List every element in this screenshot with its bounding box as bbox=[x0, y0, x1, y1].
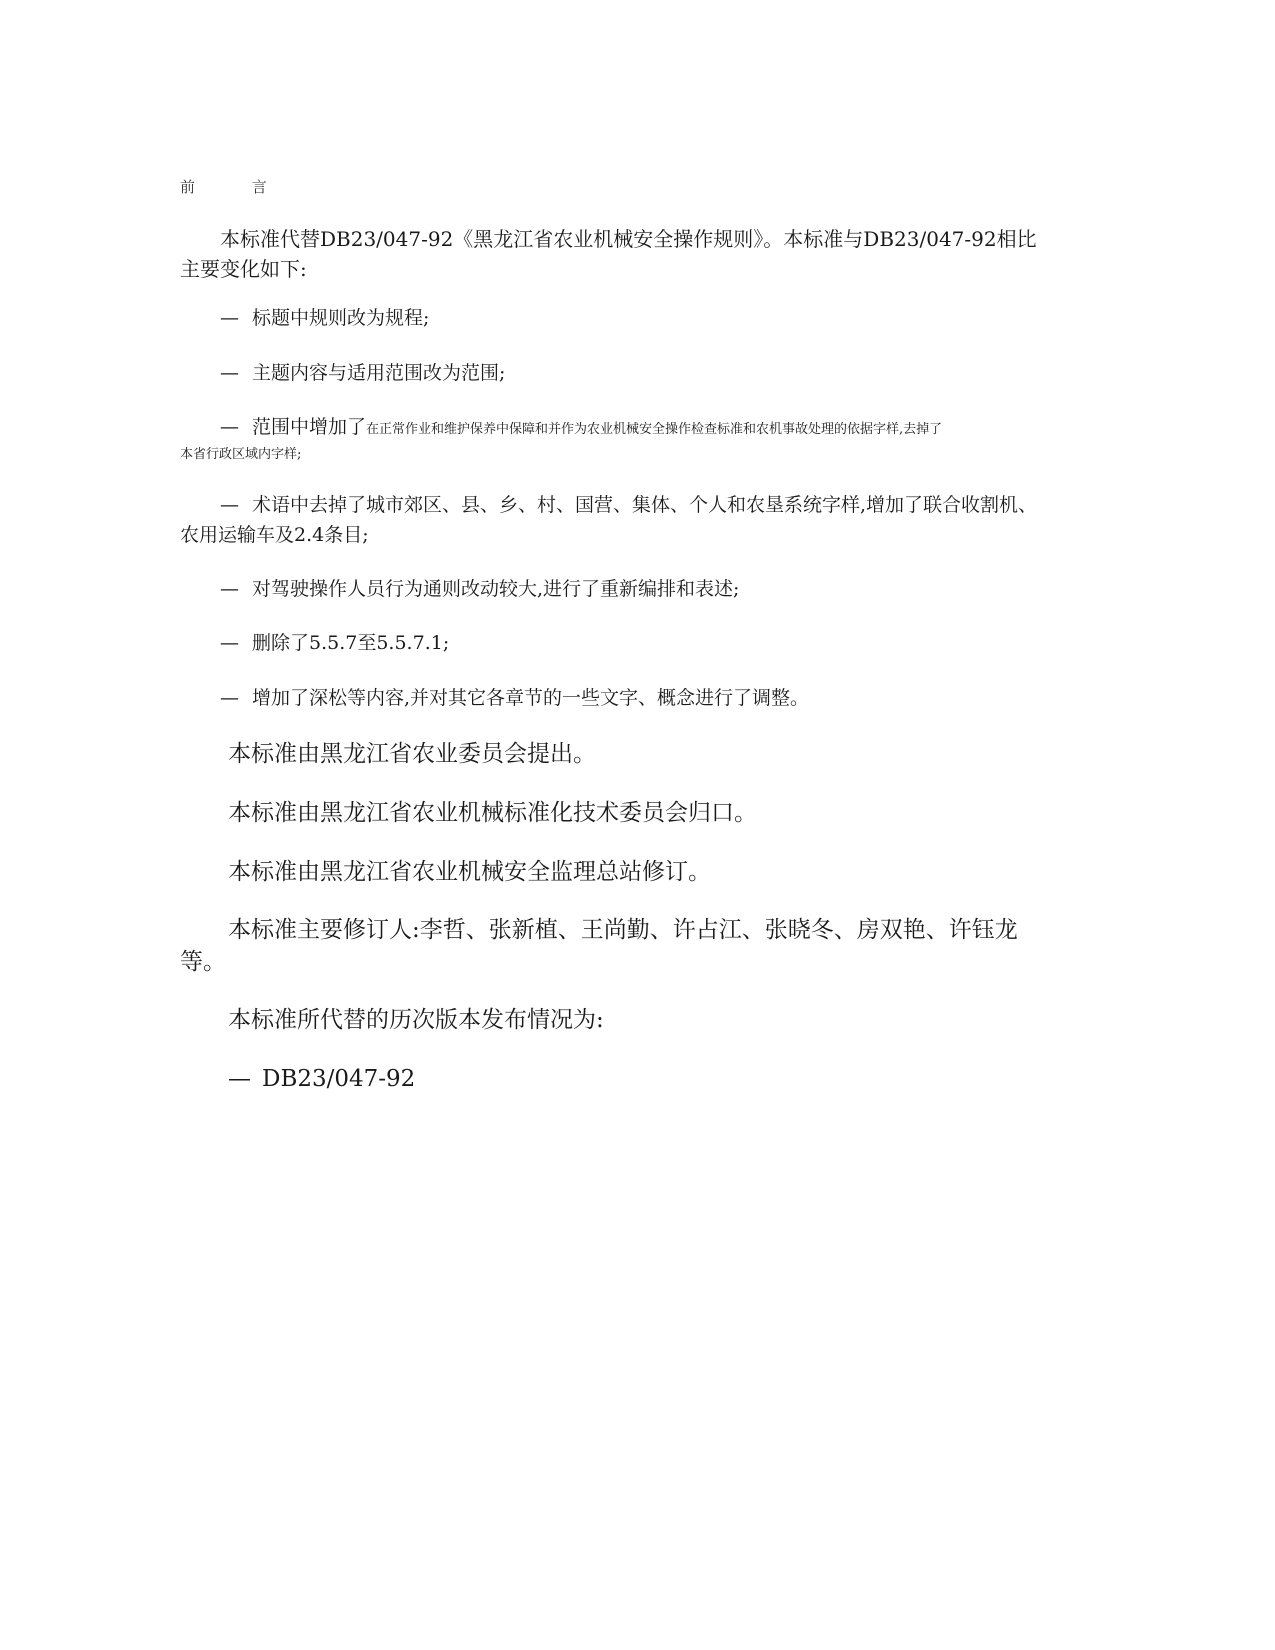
change-item-3-continuation: 本省行政区域内字样; bbox=[180, 447, 302, 462]
dash-mark: — bbox=[220, 416, 239, 438]
previous-version-text: DB23/047-92 bbox=[262, 1066, 416, 1092]
change-text: 删除了5.5.7至5.5.7.1; bbox=[252, 632, 450, 654]
statement-revised: 本标准由黑龙江省农业机械安全监理总站修订。 bbox=[228, 859, 711, 885]
change-item-7 bbox=[220, 683, 1050, 713]
change-item-6 bbox=[220, 628, 1050, 658]
change-item-1 bbox=[220, 303, 1050, 333]
previous-version-item bbox=[228, 1063, 415, 1095]
change-text: 标题中规则改为规程; bbox=[252, 307, 430, 329]
dash-mark: — bbox=[220, 632, 239, 654]
dash-mark: — bbox=[220, 307, 239, 329]
change-item-2 bbox=[220, 358, 1050, 388]
change-item-5 bbox=[220, 574, 1050, 604]
dash-mark: — bbox=[220, 362, 239, 384]
dash-mark: — bbox=[220, 494, 239, 516]
dash-mark: — bbox=[220, 578, 239, 600]
change-text: 范围中增加了 bbox=[252, 416, 367, 438]
intro-paragraph: 本标准代替DB23/047-92《黑龙江省农业机械安全操作规则》。本标准与DB23/047-92相比主要变化如下: bbox=[180, 227, 1037, 281]
change-text: 术语中去掉了城市郊区、县、乡、村、国营、集体、个人和农垦系统字样,增加了联合收割机、农用运输车及2.4条目; bbox=[180, 494, 1038, 546]
change-item-3 bbox=[220, 412, 1050, 445]
statement-versions-intro: 本标准所代替的历次版本发布情况为: bbox=[228, 1007, 604, 1033]
dash-mark: — bbox=[220, 687, 239, 709]
dash-mark: — bbox=[228, 1066, 251, 1092]
change-text-small: 在正常作业和维护保养中保障和并作为农业机械安全操作检查标准和农机事故处理的依据字样,去掉了 bbox=[366, 422, 943, 437]
change-text: 对驾驶操作人员行为通则改动较大,进行了重新编排和表述; bbox=[252, 578, 740, 600]
statement-revisers: 本标准主要修订人:李哲、张新植、王尚勤、许占江、张晓冬、房双艳、许钰龙等。 bbox=[180, 917, 1018, 975]
statement-centralized: 本标准由黑龙江省农业机械标准化技术委员会归口。 bbox=[228, 800, 757, 826]
change-item-4 bbox=[180, 490, 1042, 550]
statement-proposed: 本标准由黑龙江省农业委员会提出。 bbox=[228, 741, 596, 767]
change-text: 主题内容与适用范围改为范围; bbox=[252, 362, 506, 384]
change-text: 增加了深松等内容,并对其它各章节的一些文字、概念进行了调整。 bbox=[252, 687, 810, 709]
preface-heading: 前 言 bbox=[180, 178, 293, 196]
